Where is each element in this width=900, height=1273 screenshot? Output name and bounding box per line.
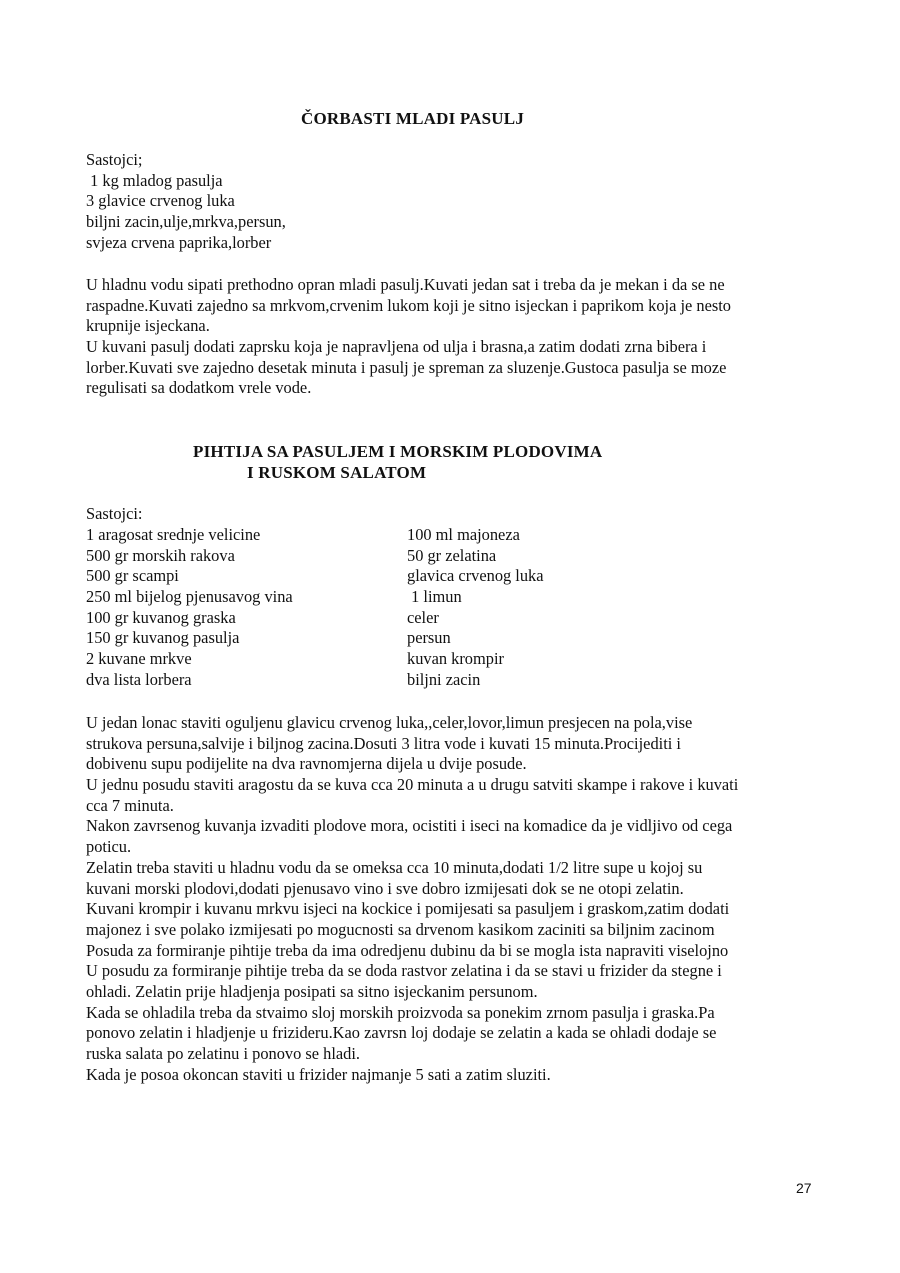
paragraph-line: Kada je posoa okoncan staviti u frizider najmanje 5 sati a zatim sluziti. [86,1064,551,1084]
page-number: 27 [796,1180,812,1196]
ingredient-line: 100 ml majoneza [407,525,520,544]
paragraph-line: U jedan lonac staviti oguljenu glavicu crvenog luka,,celer,lovor,limun presjecen na pola,vise [86,713,693,732]
recipe2-title-line2: I RUSKOM SALATOM [247,463,427,482]
ingredient-line: svjeza crvena paprika,lorber [86,232,272,252]
paragraph-line: krupnije isjeckana. [86,316,210,336]
ingredient-line: celer [407,607,439,627]
paragraph-line: regulisati sa dodatkom vrele vode. [86,378,312,398]
recipe1-instructions [86,275,731,399]
paragraph-line: Zelatin treba staviti u hladnu vodu da se omeksa cca 10 minuta,dodati 1/2 litre supe u kojoj su [86,857,703,877]
paragraph-line: U kuvani pasulj dodati zaprsku koja je napravljena od ulja i brasna,a zatim dodati zrna bibera i [86,337,707,357]
paragraph-line: U posudu za formiranje pihtije treba da se doda rastvor zelatina i da se stavi u frizider da stegne i [86,961,722,981]
paragraph-line: dobivenu supu podijelite na dva ravnomjerna dijela u dvije posude. [86,754,527,774]
recipe2-ingredients-heading [86,504,142,525]
paragraph-line: cca 7 minuta. [86,795,174,815]
ingredient-line: 100 gr kuvanog graska [86,607,236,627]
ingredient-line: dva lista lorbera [86,669,192,689]
paragraph-line: ruska salata po zelatinu i ponovo se hladi. [86,1044,361,1063]
paragraph-line: strukova persuna,salvije i biljnog zacina.Dosuti 3 litra vode i kuvati 15 minuta.Procijediti i [86,733,681,753]
ingredient-line: glavica crvenog luka [407,566,544,586]
paragraph-line: majonez i sve polako izmijesati po mogucnosti sa drvenom kasikom zaciniti sa biljnim zacinom [86,919,715,939]
ingredient-line: 3 glavice crvenog luka [86,191,235,211]
paragraph-line: Kada se ohladila treba da stvaimo sloj morskih proizvoda sa ponekim zrnom pasulja i graska.Pa [86,1002,715,1022]
ingredient-line: biljni zacin [407,669,481,689]
recipe1-ingredients [86,150,286,253]
paragraph-line: Kuvani krompir i kuvanu mrkvu isjeci na kockice i pomijesati sa pasuljem i graskom,zatim dodati [86,899,730,919]
paragraph-line: U jednu posudu staviti aragostu da se kuva cca 20 minuta a u drugu satviti skampe i rakove i kuvati [86,775,739,795]
paragraph-line: lorber.Kuvati sve zajedno desetak minuta i pasulj je spreman za sluzenje.Gustoca pasulja se moze [86,357,727,377]
paragraph-line: Posuda za formiranje pihtije treba da ima odredjenu dubinu da bi se mogla ista napraviti viselojno [86,940,729,960]
ingredient-line: 1 limun [407,587,462,607]
paragraph-line: ohladi. Zelatin prije hladjenja posipati sa sitno isjeckanim persunom. [86,981,538,1001]
paragraph-line: kuvani morski plodovi,dodati pjenusavo vino i sve dobro izmijesati dok se ne otopi zelatin. [86,878,684,898]
paragraph-line: ponovo zelatin i hladjenje u frizideru.Kao zavrsn loj dodaje se zelatin a kada se ohladi dodaje se [86,1023,717,1043]
ingredient-line: Sastojci; [86,150,143,169]
paragraph-line: Nakon zavrsenog kuvanja izvaditi plodove mora, ocistiti i iseci na komadice da je vidljivo od cega [86,816,733,836]
paragraph-line: U hladnu vodu sipati prethodno opran mladi pasulj.Kuvati jedan sat i treba da je mekan i da se ne [86,275,725,294]
ingredient-line: 500 gr scampi [86,566,179,586]
paragraph-line: raspadne.Kuvati zajedno sa mrkvom,crvenim lukom koji je sitno isjeckan i paprikom koja je nesto [86,295,731,315]
paragraph-line: poticu. [86,837,132,857]
recipe2-ingredients-right [407,525,544,691]
ingredient-line: kuvan krompir [407,649,504,669]
ingredient-line: biljni zacin,ulje,mrkva,persun, [86,212,286,232]
ingredient-line: persun [407,628,451,648]
ingredient-line: 150 gr kuvanog pasulja [86,628,240,648]
ingredient-line: 50 gr zelatina [407,545,497,565]
ingredient-line: 1 kg mladog pasulja [86,170,223,190]
recipe2-title-line1: PIHTIJA SA PASULJEM I MORSKIM PLODOVIMA [193,442,603,461]
recipe2-ingredients-left [86,525,293,691]
recipe2-instructions [86,713,738,1085]
recipe1-title: ČORBASTI MLADI PASULJ [301,109,525,128]
ingredient-line: 500 gr morskih rakova [86,545,235,565]
ingredients-heading: Sastojci: [86,504,143,523]
ingredient-line: 250 ml bijelog pjenusavog vina [86,587,293,607]
ingredient-line: 2 kuvane mrkve [86,649,192,669]
ingredient-line: 1 aragosat srednje velicine [86,525,261,544]
